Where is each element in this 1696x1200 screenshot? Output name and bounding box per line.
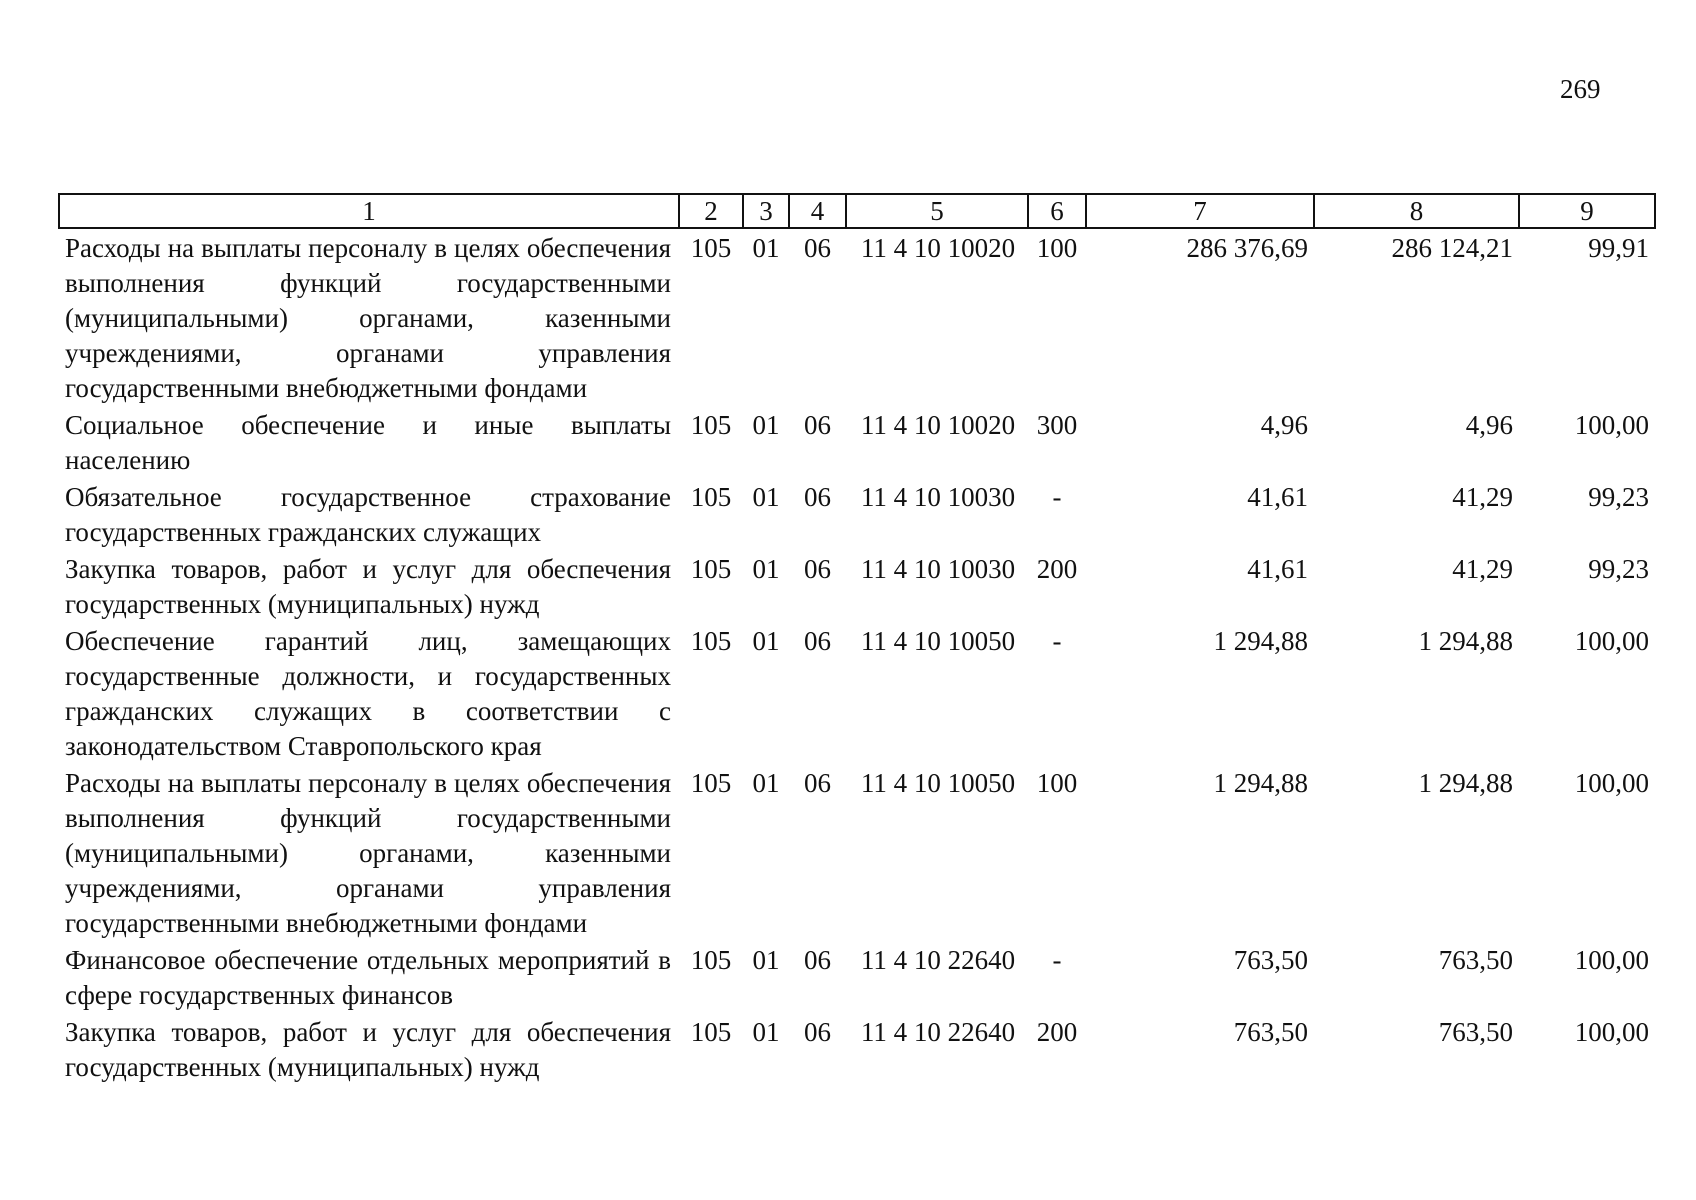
row-percent: 100,00 (1574, 410, 1649, 440)
row-ministry-code: 105 (690, 768, 732, 798)
row-actual-amount: 1 294,88 (1418, 768, 1513, 798)
row-expense-type: 100 (1036, 233, 1078, 263)
row-description: Обязательное государственное страхование государственных гражданских служащих (65, 482, 671, 547)
header-cell-9: 9 (1519, 194, 1655, 228)
row-plan-amount: 763,50 (1233, 1017, 1308, 1047)
row-plan-amount: 41,61 (1247, 554, 1308, 584)
row-expense-type: - (1052, 945, 1062, 975)
row-actual-amount: 763,50 (1438, 1017, 1513, 1047)
row-subsection-code: 06 (804, 768, 831, 798)
row-section-code: 01 (752, 626, 780, 656)
row-description: Расходы на выплаты персоналу в целях обеспечения выполнения функций государственными (муниципальными) органами, казенными учреждениями, органами управления государственными внебюджетными фондами (65, 233, 671, 403)
row-actual-amount: 41,29 (1452, 482, 1513, 512)
row-subsection-code: 06 (804, 410, 831, 440)
row-actual-amount: 41,29 (1452, 554, 1513, 584)
row-section-code: 01 (752, 1017, 780, 1047)
table-row (59, 228, 1655, 406)
row-percent: 100,00 (1574, 768, 1649, 798)
row-target-code: 11 4 10 10050 (860, 768, 1016, 798)
row-subsection-code: 06 (804, 626, 831, 656)
table-row (59, 1013, 1655, 1085)
row-actual-amount: 763,50 (1438, 945, 1513, 975)
budget-table (58, 193, 1656, 1085)
row-ministry-code: 105 (690, 233, 732, 263)
row-subsection-code: 06 (804, 482, 831, 512)
row-percent: 99,91 (1588, 233, 1649, 263)
row-ministry-code: 105 (690, 554, 732, 584)
row-target-code: 11 4 10 22640 (860, 945, 1016, 975)
row-subsection-code: 06 (804, 945, 831, 975)
row-expense-type: 100 (1036, 768, 1078, 798)
table-row (59, 406, 1655, 478)
row-plan-amount: 286 376,69 (1186, 233, 1308, 263)
row-section-code: 01 (752, 482, 780, 512)
row-actual-amount: 286 124,21 (1391, 233, 1513, 263)
row-subsection-code: 06 (804, 233, 831, 263)
row-expense-type: - (1052, 482, 1062, 512)
row-percent: 100,00 (1574, 1017, 1649, 1047)
row-target-code: 11 4 10 10050 (860, 626, 1016, 656)
row-section-code: 01 (752, 945, 780, 975)
row-target-code: 11 4 10 22640 (860, 1017, 1016, 1047)
table-row (59, 764, 1655, 941)
row-target-code: 11 4 10 10030 (860, 482, 1016, 512)
header-cell-2: 2 (679, 194, 743, 228)
row-expense-type: - (1052, 626, 1062, 656)
row-ministry-code: 105 (690, 945, 732, 975)
row-expense-type: 200 (1036, 1017, 1078, 1047)
row-percent: 99,23 (1588, 482, 1649, 512)
row-subsection-code: 06 (804, 1017, 831, 1047)
header-cell-4: 4 (789, 194, 846, 228)
row-description: Обеспечение гарантий лиц, замещающих государственные должности, и государственных гражданских служащих в соответствии с законодательством Ставропольского края (65, 626, 671, 761)
header-cell-8: 8 (1314, 194, 1519, 228)
row-ministry-code: 105 (690, 410, 732, 440)
table-row (59, 550, 1655, 622)
row-section-code: 01 (752, 554, 780, 584)
row-expense-type: 200 (1036, 554, 1078, 584)
row-plan-amount: 763,50 (1233, 945, 1308, 975)
table-row (59, 622, 1655, 764)
row-section-code: 01 (752, 410, 780, 440)
row-description: Закупка товаров, работ и услуг для обеспечения государственных (муниципальных) нужд (65, 1017, 671, 1082)
row-expense-type: 300 (1036, 410, 1078, 440)
row-description: Расходы на выплаты персоналу в целях обеспечения выполнения функций государственными (муниципальными) органами, казенными учреждениями, органами управления государственными внебюджетными фондами (65, 768, 671, 938)
row-target-code: 11 4 10 10030 (860, 554, 1016, 584)
row-plan-amount: 4,96 (1260, 410, 1308, 440)
page-number: 269 (1560, 74, 1601, 104)
table-row (59, 478, 1655, 550)
header-cell-5: 5 (846, 194, 1028, 228)
row-percent: 99,23 (1588, 554, 1649, 584)
row-actual-amount: 1 294,88 (1418, 626, 1513, 656)
row-ministry-code: 105 (690, 626, 732, 656)
row-percent: 100,00 (1574, 945, 1649, 975)
row-section-code: 01 (752, 233, 780, 263)
table-header (59, 194, 1655, 228)
row-subsection-code: 06 (804, 554, 831, 584)
row-actual-amount: 4,96 (1465, 410, 1513, 440)
row-description: Финансовое обеспечение отдельных мероприятий в сфере государственных финансов (65, 945, 671, 1010)
row-ministry-code: 105 (690, 482, 732, 512)
row-description: Закупка товаров, работ и услуг для обеспечения государственных (муниципальных) нужд (65, 554, 671, 619)
row-target-code: 11 4 10 10020 (860, 410, 1016, 440)
table-row (59, 941, 1655, 1013)
header-row (59, 194, 1655, 228)
row-target-code: 11 4 10 10020 (860, 233, 1016, 263)
row-plan-amount: 1 294,88 (1213, 626, 1308, 656)
header-cell-1: 1 (59, 194, 679, 228)
header-cell-7: 7 (1086, 194, 1314, 228)
row-section-code: 01 (752, 768, 780, 798)
header-cell-6: 6 (1028, 194, 1086, 228)
row-plan-amount: 41,61 (1247, 482, 1308, 512)
row-percent: 100,00 (1574, 626, 1649, 656)
header-cell-3: 3 (743, 194, 789, 228)
row-plan-amount: 1 294,88 (1213, 768, 1308, 798)
row-ministry-code: 105 (690, 1017, 732, 1047)
budget-table-container (58, 193, 1654, 1085)
row-description: Социальное обеспечение и иные выплаты населению (65, 410, 671, 475)
table-body (59, 228, 1655, 1085)
